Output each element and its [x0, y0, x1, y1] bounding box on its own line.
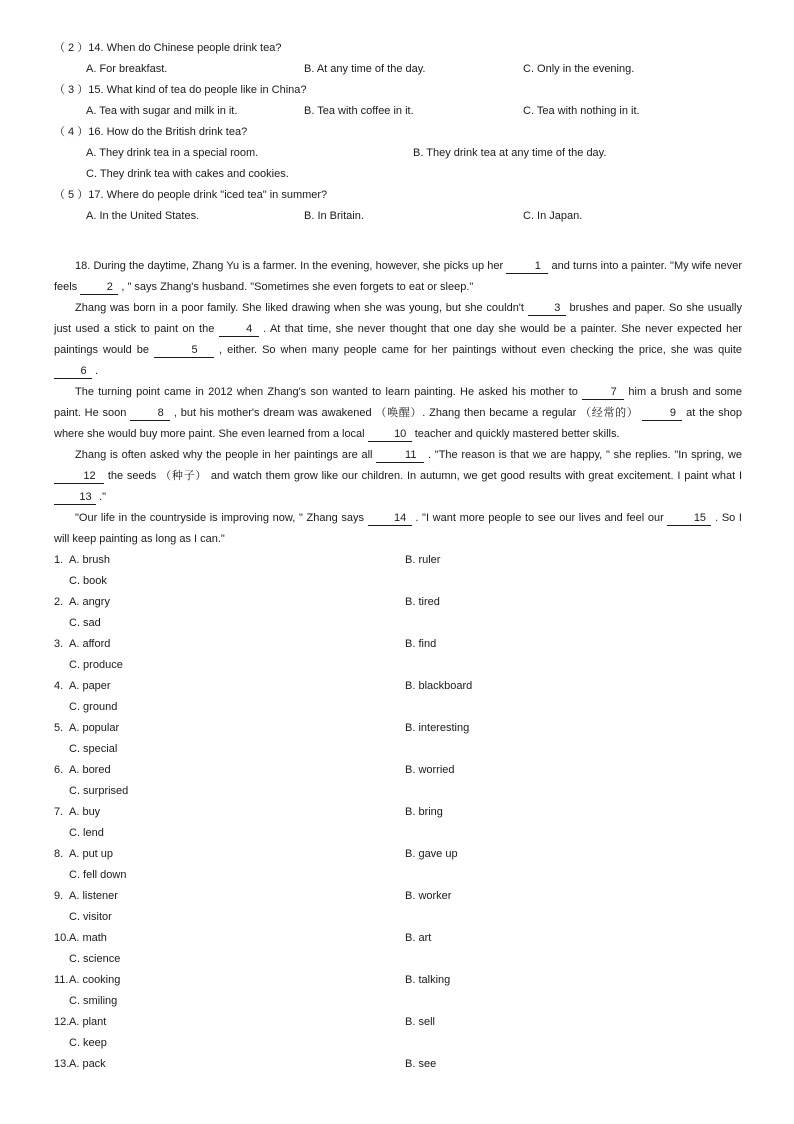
passage-text: , either. So when many people came for her paintings without even checking the price, she was quite	[214, 344, 742, 356]
choice-b: B. worker	[405, 890, 452, 902]
choice-number: 11.	[54, 974, 69, 986]
choice-b: B. worried	[405, 764, 455, 776]
choice-b: B. ruler	[405, 554, 441, 566]
option-b: B. Tea with coffee in it.	[304, 105, 414, 117]
choice-number: 7.	[54, 806, 64, 818]
choice-c: C. surprised	[69, 785, 129, 797]
choice-number: 6.	[54, 764, 64, 776]
blank-3: 3	[528, 301, 566, 316]
choice-c: C. ground	[69, 701, 118, 713]
question-text: （ 3 ）15. What kind of tea do people like in China?	[54, 84, 307, 96]
blank-6: 6	[54, 364, 92, 379]
passage-text: brushes and paper. So she usually just used a stick to paint on the	[54, 302, 742, 335]
choice-b: B. blackboard	[405, 680, 473, 692]
blank-14: 14	[368, 511, 412, 526]
choice-c: C. special	[69, 743, 118, 755]
choice-a: A. angry	[69, 596, 110, 608]
choice-c: C. visitor	[69, 911, 112, 923]
blank-10: 10	[368, 427, 412, 442]
choice-a: A. plant	[69, 1016, 107, 1028]
option-b: B. At any time of the day.	[304, 63, 426, 75]
blank-9: 9	[642, 406, 682, 421]
blank-11: 11	[376, 448, 424, 463]
blank-13: 13	[54, 490, 96, 505]
option-a: A. They drink tea in a special room.	[86, 147, 259, 159]
passage-text: .	[92, 365, 99, 377]
choice-a: A. listener	[69, 890, 118, 902]
passage-text: at the shop where she would buy more paint. She even learned from a local	[54, 407, 742, 440]
passage-text: Zhang is often asked why the people in her paintings are all	[75, 449, 377, 461]
passage-text: . At that time, she never thought that one day she would be a painter. She never expected her paintings would be	[54, 323, 743, 356]
choice-c: C. book	[69, 575, 107, 587]
passage-text: ."	[96, 491, 107, 503]
choice-a: A. popular	[69, 722, 120, 734]
passage-text: Zhang was born in a poor family. She liked drawing when she was young, but she couldn't	[75, 302, 528, 314]
option-a: A. Tea with sugar and milk in it.	[86, 105, 238, 117]
passage-text: , but his mother's dream was awakened （唤醒）. Zhang then became a regular （经常的）	[170, 407, 643, 419]
option-a: A. In the United States.	[86, 210, 200, 222]
option-c: C. In Japan.	[523, 210, 583, 222]
blank-7: 7	[582, 385, 624, 400]
choice-a: A. afford	[69, 638, 111, 650]
blank-4: 4	[219, 322, 259, 337]
passage-text: . So I will keep painting as long as I can."	[54, 512, 742, 545]
question-text: （ 5 ）17. Where do people drink "iced tea" in summer?	[54, 189, 328, 201]
passage-paragraph	[54, 445, 742, 508]
passage-text: The turning point came in 2012 when Zhang's son wanted to learn painting. He asked his mother to	[75, 386, 583, 398]
choice-c: C. fell down	[69, 869, 127, 881]
choice-c: C. produce	[69, 659, 123, 671]
choice-a: A. buy	[69, 806, 101, 818]
blank-5: 5	[154, 343, 214, 358]
passage-paragraph	[54, 382, 742, 445]
choice-c: C. keep	[69, 1037, 107, 1049]
choice-c: C. science	[69, 953, 121, 965]
choice-number: 5.	[54, 722, 64, 734]
option-b: B. In Britain.	[304, 210, 364, 222]
choice-a: A. cooking	[69, 974, 121, 986]
option-c: C. They drink tea with cakes and cookies.	[86, 168, 289, 180]
choice-a: A. put up	[69, 848, 114, 860]
passage-text: . "The reason is that we are happy, " she replies. "In spring, we	[424, 449, 742, 461]
choice-number: 1.	[54, 554, 64, 566]
passage-text: and turns into a painter. "My wife never feels	[54, 260, 742, 293]
choice-b: B. bring	[405, 806, 443, 818]
option-a: A. For breakfast.	[86, 63, 168, 75]
passage-text: the seeds （种子） and watch them grow like our children. In autumn, we get good results with great excitement. I paint what I	[104, 470, 742, 482]
blank-8: 8	[130, 406, 170, 421]
passage-text: him a brush and some paint. He soon	[54, 386, 742, 419]
choice-a: A. bored	[69, 764, 111, 776]
choice-number: 13.	[54, 1058, 70, 1070]
choice-a: A. pack	[69, 1058, 106, 1070]
choice-a: A. paper	[69, 680, 111, 692]
choice-number: 12.	[54, 1016, 70, 1028]
choice-a: A. math	[69, 932, 107, 944]
blank-15: 15	[667, 511, 711, 526]
choice-c: C. sad	[69, 617, 101, 629]
passage-paragraph	[54, 298, 742, 382]
choice-b: B. interesting	[405, 722, 470, 734]
choice-b: B. sell	[405, 1016, 435, 1028]
passage-paragraph	[54, 256, 742, 298]
choice-number: 9.	[54, 890, 64, 902]
choice-b: B. art	[405, 932, 432, 944]
passage-text: teacher and quickly mastered better skills.	[411, 428, 620, 440]
option-c: C. Only in the evening.	[523, 63, 635, 75]
passage-text: 18. During the daytime, Zhang Yu is a farmer. In the evening, however, she picks up her	[75, 260, 507, 272]
choice-b: B. tired	[405, 596, 440, 608]
choice-c: C. smiling	[69, 995, 118, 1007]
passage-text: . "I want more people to see our lives and feel our	[411, 512, 668, 524]
choice-b: B. talking	[405, 974, 451, 986]
choice-b: B. find	[405, 638, 437, 650]
choice-b: B. see	[405, 1058, 437, 1070]
passage-text: "Our life in the countryside is improving now, " Zhang says	[75, 512, 368, 524]
choice-number: 2.	[54, 596, 64, 608]
option-b: B. They drink tea at any time of the day.	[413, 147, 607, 159]
passage-text: , " says Zhang's husband. "Sometimes she even forgets to eat or sleep."	[118, 281, 474, 293]
question-text: （ 2 ）14. When do Chinese people drink tea?	[54, 42, 282, 54]
blank-2: 2	[80, 280, 118, 295]
cloze-passage	[54, 256, 742, 550]
option-c: C. Tea with nothing in it.	[523, 105, 640, 117]
blank-12: 12	[54, 469, 104, 484]
choice-b: B. gave up	[405, 848, 458, 860]
choice-number: 3.	[54, 638, 64, 650]
choice-number: 10.	[54, 932, 70, 944]
blank-1: 1	[506, 259, 548, 274]
question-text: （ 4 ）16. How do the British drink tea?	[54, 126, 248, 138]
choice-number: 4.	[54, 680, 64, 692]
choice-c: C. lend	[69, 827, 104, 839]
choice-number: 8.	[54, 848, 64, 860]
choice-a: A. brush	[69, 554, 110, 566]
passage-paragraph	[54, 508, 742, 550]
